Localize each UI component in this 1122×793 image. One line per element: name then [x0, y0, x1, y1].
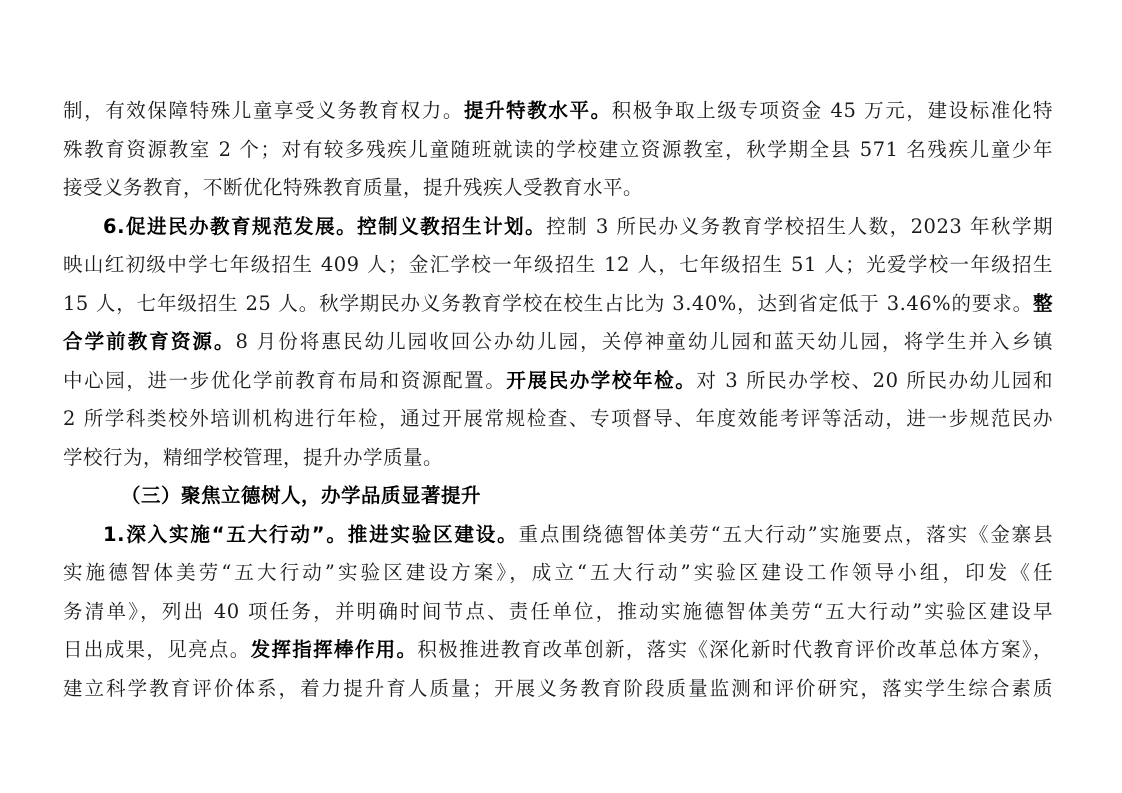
text-line-16: 建立科学教育评价体系，着力提升育人质量；开展义务教育阶段质量监测和评价研究，落实学生综合素质 — [63, 676, 1053, 700]
document-page — [63, 92, 1053, 708]
section-heading: （三）聚焦立德树人，办学品质显著提升 — [121, 484, 482, 507]
text-line-2: 殊教育资源教室 2 个；对有较多残疾儿童随班就读的学校建立资源教室，秋学期全县 571 名残疾儿童少年 — [63, 137, 1053, 161]
text-line-5: 映山红初级中学七年级招生 409 人；金汇学校一年级招生 12 人，七年级招生 51 人；光爱学校一年级招生 — [63, 253, 1053, 276]
bold-heading: 发挥指挥棒作用。 — [250, 638, 418, 661]
text-line-13: 实施德智体美劳“五大行动”实验区建设方案》，成立“五大行动”实验区建设工作领导小组，印发《任 — [63, 561, 1053, 584]
bold-heading: 提升特教水平。 — [463, 99, 612, 122]
text-line-15: 日出成果，见亮点。发挥指挥棒作用。积极推进教育改革创新，落实《深化新时代教育评价改革总体方案》， — [63, 638, 1053, 661]
section-heading: 1.深入实施“五大行动”。推进实验区建设。 — [103, 522, 519, 546]
text-line-9: 2 所学科类校外培训机构进行年检，通过开展常规检查、专项督导、年度效能考评等活动，进一步规范民办 — [63, 407, 1053, 430]
text-line-10: 学校行为，精细学校管理，提升办学质量。 — [63, 445, 444, 469]
text-line-11 — [63, 477, 1053, 516]
bold-heading: 合学前教育资源。 — [63, 330, 236, 353]
text-line-1: 制，有效保障特殊儿童享受义务教育权力。提升特教水平。积极争取上级专项资金 45 万元，建设标准化特 — [63, 99, 1053, 122]
text-line-4: 6.促进民办教育规范发展。控制义教招生计划。控制 3 所民办义务教育学校招生人数，2023 年秋学期 — [103, 214, 1053, 238]
text-line-3: 接受义务教育，不断优化特殊教育质量，提升残疾人受教育水平。 — [63, 176, 644, 199]
bold-heading: 开展民办学校年检。 — [506, 368, 697, 392]
text-line-6: 15 人，七年级招生 25 人。秋学期民办义务教育学校在校生占比为 3.40%，达到省定低于 3.46%的要求。整 — [63, 291, 1053, 315]
text-line-8: 中心园，进一步优化学前教育布局和资源配置。开展民办学校年检。对 3 所民办学校、20 所民办幼儿园和 — [63, 368, 1053, 392]
text-line-7: 合学前教育资源。8 月份将惠民幼儿园收回公办幼儿园，关停神童幼儿园和蓝天幼儿园，将学生并入乡镇 — [63, 330, 1053, 353]
text-line-12: 1.深入实施“五大行动”。推进实验区建设。重点围绕德智体美劳“五大行动”实施要点，落实《金寨县 — [103, 522, 1053, 546]
section-heading: 6.促进民办教育规范发展。控制义教招生计划。 — [103, 214, 547, 238]
text-line-14: 务清单》，列出 40 项任务，并明确时间节点、责任单位，推动实施德智体美劳“五大行动”实验区建设早 — [63, 599, 1053, 623]
bold-heading: 整 — [1032, 291, 1053, 315]
